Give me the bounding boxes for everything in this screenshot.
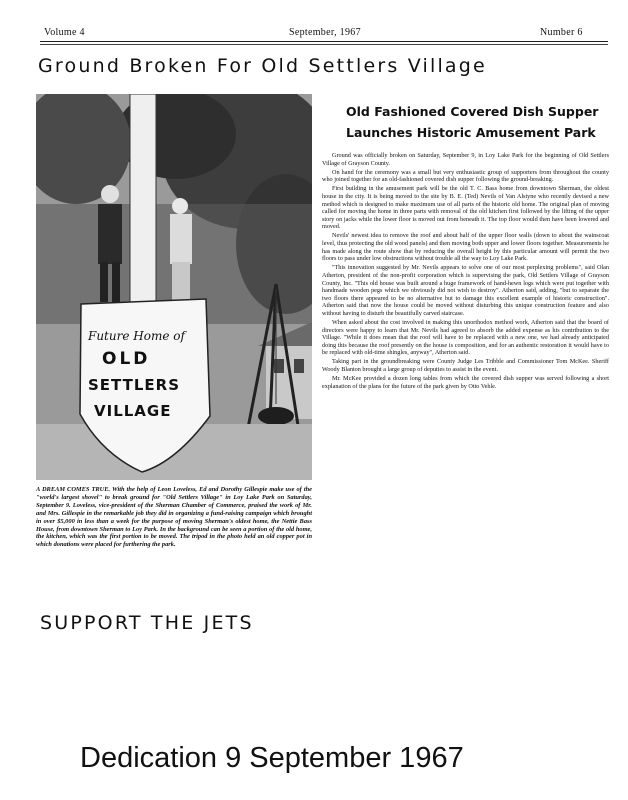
volume-label: Volume 4 bbox=[44, 27, 85, 38]
sign-line-2: OLD bbox=[102, 349, 151, 369]
article-body bbox=[322, 152, 609, 392]
article-paragraph: "This innovation suggested by Mr. Nevils appears to solve one of our most perplexing problems", said Olan Atherton, president of the non-profit corporation which is supervising the park, Old Settlers Village of Grayson County, Inc. "This old house was built around a huge framework of hand-hewn logs which were put together with handmade wooden pegs which we obviously did not wish to destroy". Atherton said, adding, "but to separate the two floors there appeared to be no alternative but to damage this excellent example of historic construction". Atherton said that now the house could be moved without disturbing this unique construction feature and also without having to disturb the beautifully carved staircase. bbox=[322, 264, 609, 317]
article-paragraph: On hand for the ceremony was a small but very enthusiastic group of supporters from throughout the county who joined together for an old-fashioned covered dish supper following the ground-breaking. bbox=[322, 168, 609, 184]
masthead-rule-thin bbox=[40, 44, 608, 45]
article-paragraph: Ground was officially broken on Saturday, September 9, in Loy Lake Park for the beginning of Old Settlers Village of Grayson County. bbox=[322, 152, 609, 167]
masthead-rule bbox=[40, 41, 608, 42]
masthead bbox=[44, 27, 604, 39]
photo-caption bbox=[36, 486, 312, 549]
sign-line-3: SETTLERS bbox=[88, 376, 181, 394]
groundbreaking-photo bbox=[36, 94, 312, 480]
caption-lead: A DREAM COMES TRUE. bbox=[36, 486, 111, 493]
issue-date: September, 1967 bbox=[289, 27, 361, 38]
dedication-caption: Dedication 9 September 1967 bbox=[80, 742, 464, 774]
article-paragraph: Taking part in the groundbreaking were County Judge Les Tribble and Commissioner Tom McKee. Sheriff Woody Blanton brought a large group of deputies to assist in the event. bbox=[322, 358, 609, 374]
issue-number: Number 6 bbox=[540, 27, 583, 38]
sign-line-4: VILLAGE bbox=[94, 402, 172, 420]
caption-body: With the help of Leon Loveless, Ed and Dorothy Gillespie make use of the "world's largest shovel" to break ground for "Old Settlers Village" in Loy Lake Park on Saturday, September 9. Loveless, vice-president of the Sherman Chamber of Commerce, praised the work of Mr. and Mrs. Gillespie in the remarkable job they did in organizing a fund-raising campaign which brought in over $5,000 in less than a week for the purpose of moving Sherman's oldest home, the Nettie Bass House, from downtown Sherman to Loy Park. In the background can be seen a portion of the old home, the kitchen, which was the first portion to be moved. The tripod in the photo held an old copper pot in which donations were placed for furthering the park. bbox=[36, 486, 312, 549]
article-paragraph: Mr. McKee provided a dozen long tables from which the covered dish supper was served following a short explanation of the plans for the future of the park given by Otto Vehle. bbox=[322, 375, 609, 390]
support-banner: SUPPORT THE JETS bbox=[40, 612, 254, 634]
article-subhead-1: Old Fashioned Covered Dish Supper bbox=[346, 104, 599, 119]
article-paragraph: Nevils' newest idea to remove the roof and about half of the upper floor walls (down to about the wainscoat level, thus protecting the old wood panels) and then moving both upper and lower floors together. Measurements he has made along the route show that by reducing the overall height by this particular amount will permit the two floors to pass under low obstructions without trouble all the way to Loy Lake Park. bbox=[322, 232, 609, 263]
article-paragraph: First building in the amusement park will be the old T. C. Bass home from downtown Sherman, the oldest house in the city. It is being moved to the site by B. E. (Ted) Nevils of Van Alstyne who recently devised a new method which is designed to make maximum use of all parts of the historic old home. The original plan of moving called for moving the home in three parts with removal of the old kitchen first followed by the lifting of the upper story on jacks while the lower floor is moved out from beneath it. The top floor would then have been lowered and moved. bbox=[322, 185, 609, 231]
page-headline: Ground Broken For Old Settlers Village bbox=[38, 55, 487, 77]
photo-illustration bbox=[36, 94, 312, 480]
article-subhead-2: Launches Historic Amusement Park bbox=[346, 125, 596, 140]
sign-line-1: Future Home of bbox=[88, 329, 185, 343]
article-paragraph: When asked about the cost involved in making this unorthodox method work, Atherton said that the board of directors were happy to learn that Mr. Nevils had agreed to absorb the added expense as his contribution to the Village. "While it does mean that the roof will have to be replaced with a new one, we had already anticipated doing this because the roof presently on the house is composition, and for an authentic restoration it would have to be replaced with old-time shingles, anyway", Atherton said. bbox=[322, 318, 609, 357]
